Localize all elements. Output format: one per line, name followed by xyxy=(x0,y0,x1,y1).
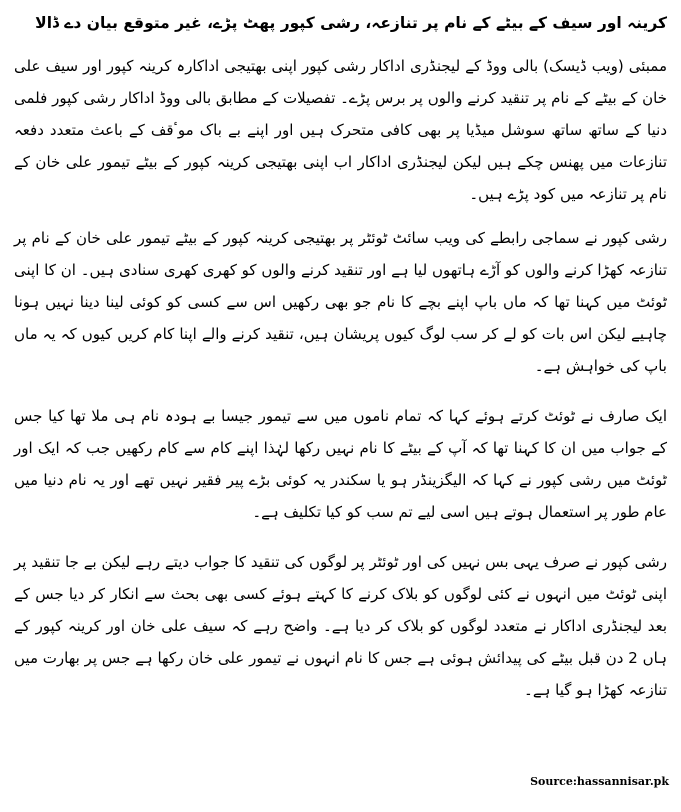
article xyxy=(14,0,667,706)
article-paragraph-1: ممبئی (ویب ڈیسک) بالی ووڈ کے لیجنڈری اداکار رشی کپور اپنی بھتیجی اداکارہ کرینہ کپور اور سیف علی خان کے بیٹے کے نام پر تنقید کرنے والوں پر برس پڑے۔ تفصیلات کے مطابق بالی ووڈ اداکار رشی کپور فلمی دنیا کے ساتھ ساتھ سوشل میڈیا پر بھی کافی متحرک ہیں اور اپنے بے باک موٴقف کے باعث متعدد دفعہ تنازعات میں پھنس چکے ہیں لیکن لیجنڈری اداکار اب اپنی بھتیجی کرینہ کپور کے بیٹے تیمور علی خان کے نام پر تنازعہ میں کود پڑے ہیں۔ xyxy=(14,57,667,203)
article-headline: کرینہ اور سیف کے بیٹے کے نام پر تنازعہ، رشی کپور پھٹ پڑے، غیر متوقع بیان دے ڈالا xyxy=(35,14,667,32)
article-paragraph-4: رشی کپور نے صرف یہی بس نہیں کی اور ٹوئٹر پر لوگوں کی تنقید کا جواب دیتے رہے لیکن بے جا تنقید پر اپنی ٹوئٹ میں انہوں نے کئی لوگوں کو بلاک کرنے کا کہتے ہوئے کسی بھی بحث سے انکار کر دیا جس کے بعد لیجنڈری اداکار نے متعدد لوگوں کو بلاک کر دیا ہے۔ واضح رہے کہ سیف علی خان اور کرینہ کپور کے ہاں 2 دن قبل بیٹے کی پیدائش ہوئی ہے جس کا نام انہوں نے تیمور علی خان رکھا ہے جس پر بھارت میں تنازعہ کھڑا ہو گیا ہے۔ xyxy=(14,553,667,699)
article-paragraph-2: رشی کپور نے سماجی رابطے کی ویب سائٹ ٹوئٹر پر بھتیجی کرینہ کپور کے بیٹے تیمور علی خان کے نام پر تنازعہ کھڑا کرنے والوں کو آڑے ہاتھوں لیا ہے اور تنقید کرنے والوں کو کھری کھری سنادی ہیں۔ ان کا اپنی ٹوئٹ میں کہنا تھا کہ ماں باپ اپنے بچے کا نام جو بھی رکھیں اس سے کسی کو کوئی لینا دینا نہیں ہونا چاہیے لیکن اس بات کو لے کر سب لوگ کیوں پریشان ہیں، تنقید کرنے والے اپنا کام کریں کیوں کہ یہ ماں باپ کی خواہش ہے۔ xyxy=(14,229,667,375)
source-credit: Source:hassannisar.pk xyxy=(530,775,669,788)
article-paragraph-3: ایک صارف نے ٹوئٹ کرتے ہوئے کہا کہ تمام ناموں میں سے تیمور جیسا بے ہودہ نام ہی ملا تھا کیا جس کے جواب میں ان کا کہنا تھا کہ آپ کے بیٹے کا نام نہیں رکھا لہٰذا اپنے کام سے کام رکھیں جب کہ ایک اور ٹوئٹ میں رشی کپور نے کہا کہ الیگزینڈر ہو یا سکندر یہ کوئی بڑے پیر فقیر نہیں تھے اور یہ نام دنیا میں عام طور پر استعمال ہوتے ہیں اسی لیے تم سب کو کیا تکلیف ہے۔ xyxy=(14,407,667,521)
